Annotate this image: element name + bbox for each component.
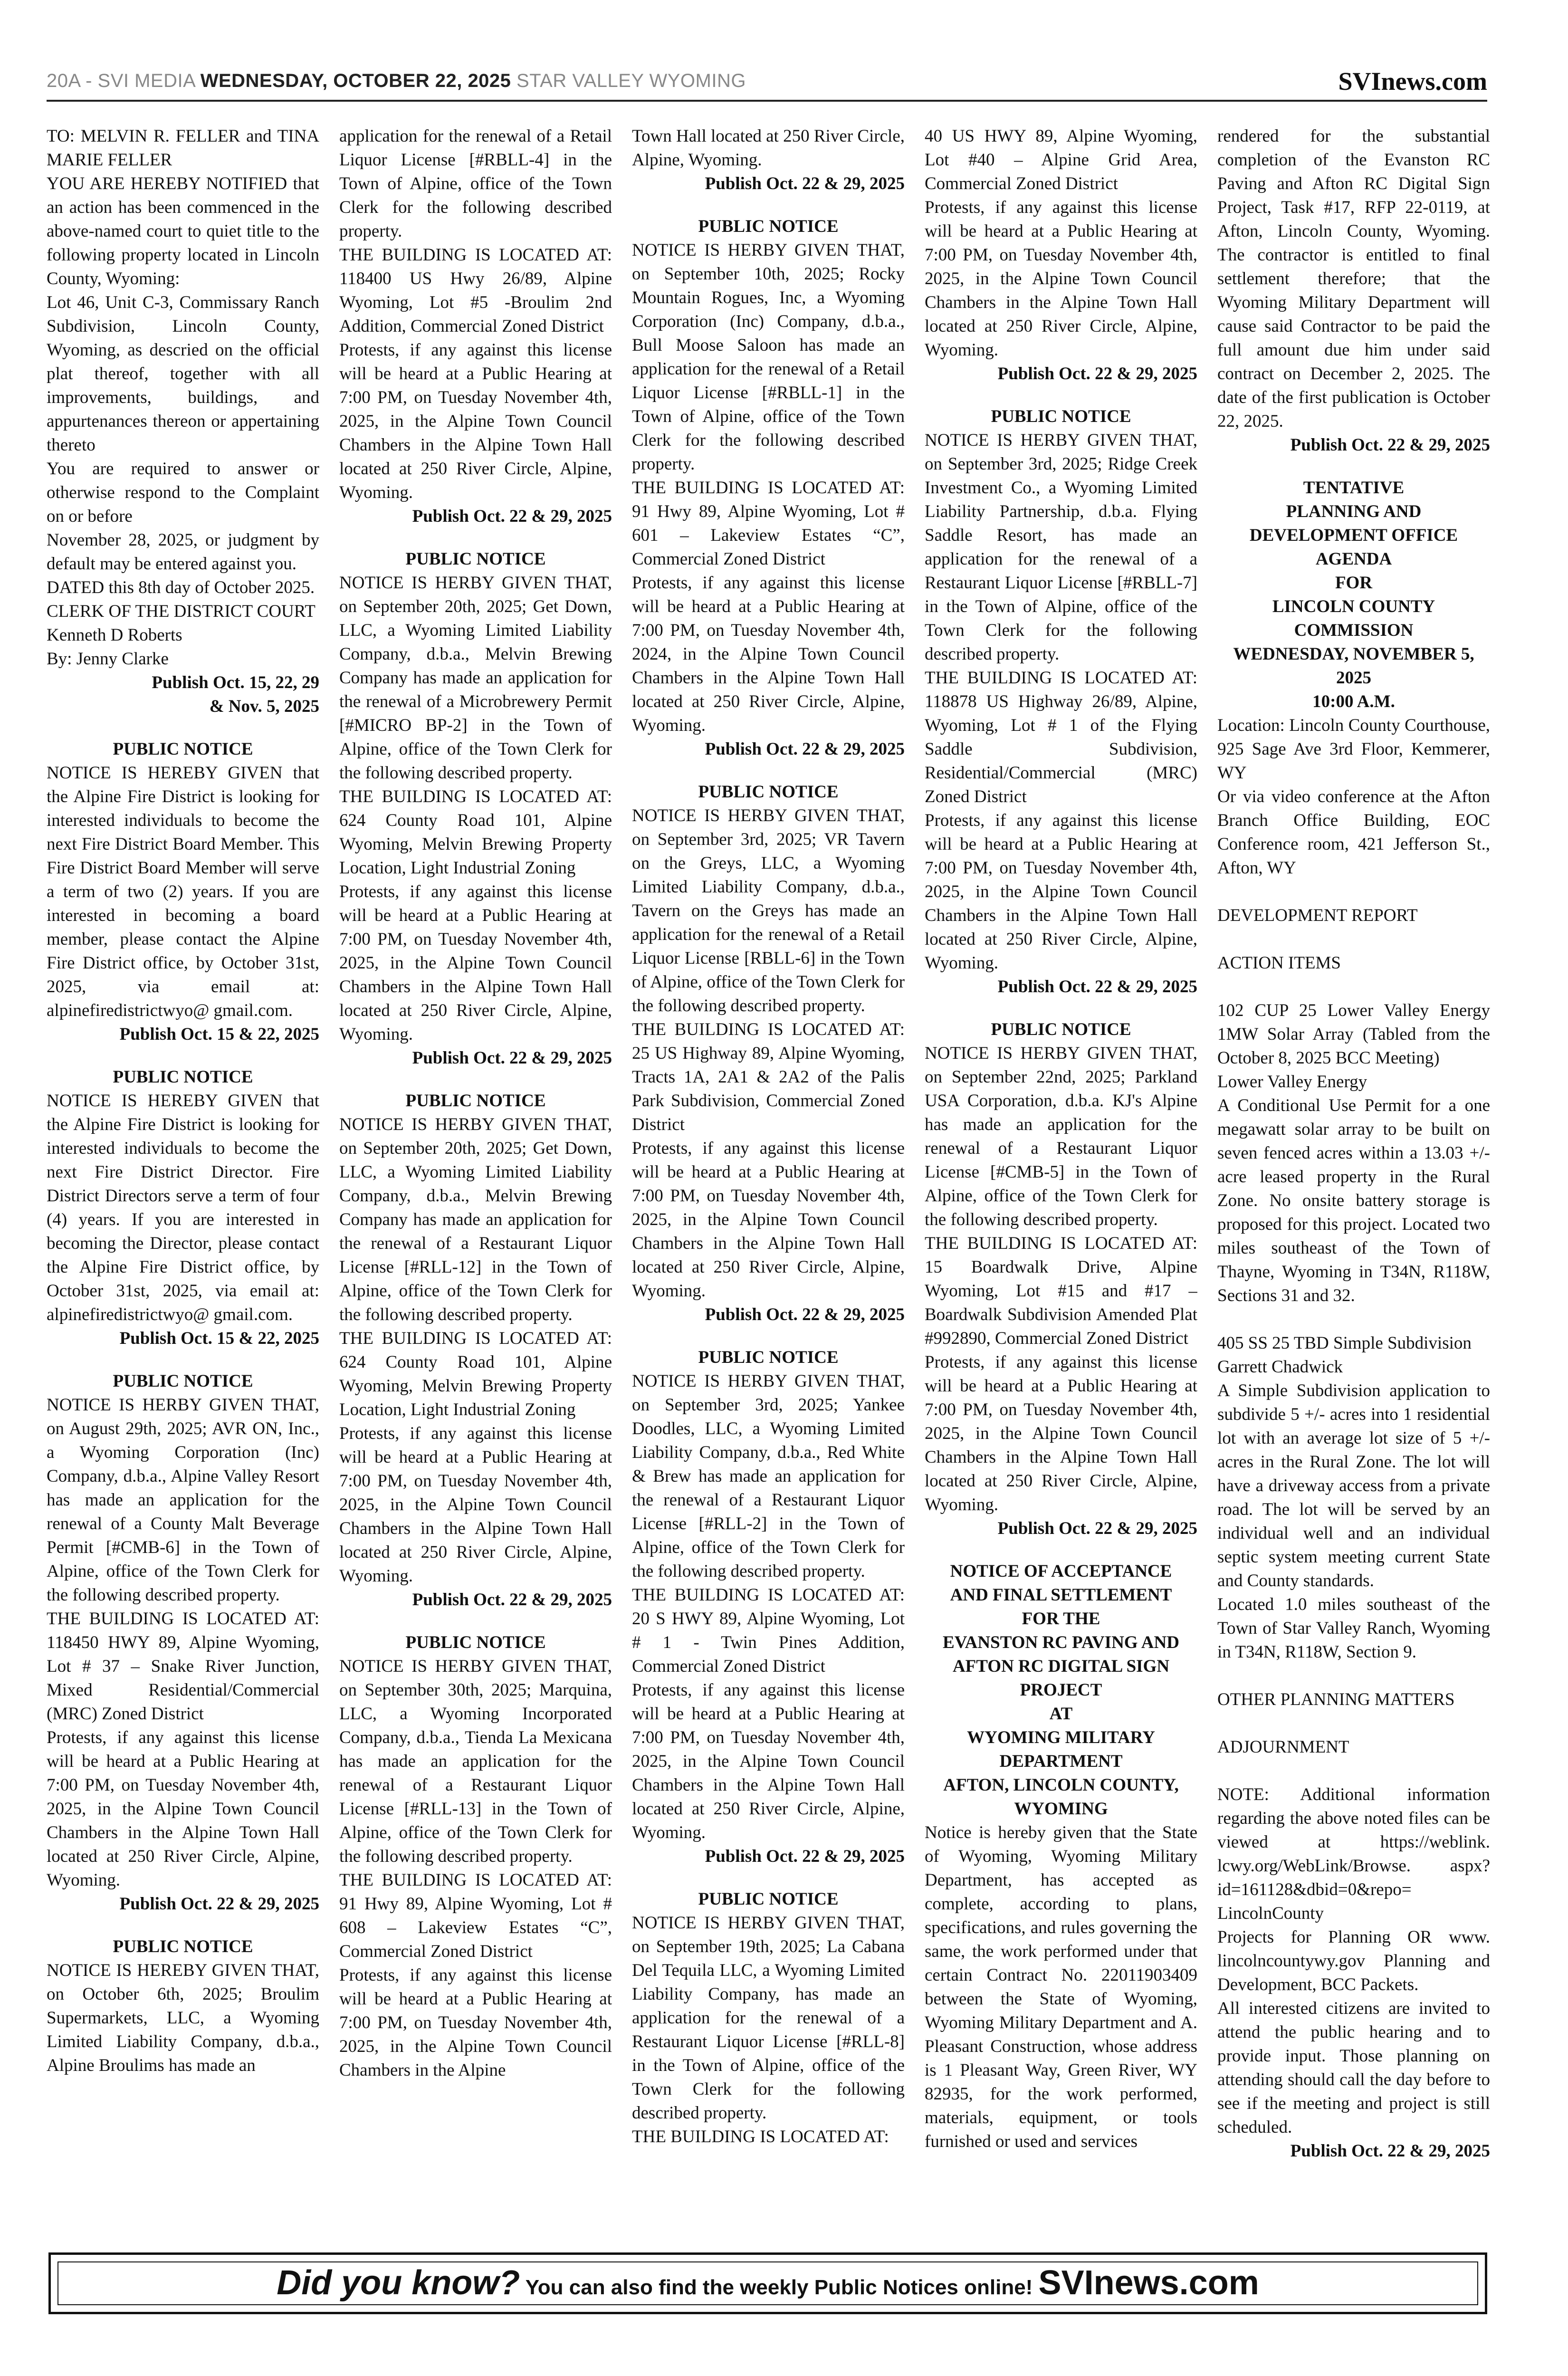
notice-body: NOTICE IS HERBY GIVEN THAT, on September 3rd, 2025; VR Tavern on the Greys, LLC, a Wyoming Limited Liability Company, d.b.a., Tavern on the Greys has made an application for the renewal of a Retail Liquor License [RBLL-6] in the Town of Alpine, office of the Town Clerk for the following described property. bbox=[632, 806, 905, 1016]
notice-heading: PUBLIC NOTICE bbox=[113, 1937, 253, 1956]
agenda-heading: PLANNING AND bbox=[1286, 502, 1422, 521]
notice-addressee: TO: MELVIN R. FELLER and TINA MARIE FELLER bbox=[47, 126, 319, 170]
public-notice bbox=[47, 738, 319, 1046]
agenda-location: Location: Lincoln County Courthouse, 925 Sage Ave 3rd Floor, Kemmerer, WY bbox=[1217, 716, 1490, 783]
notice-paragraph: DATED this 8th day of October 2025. bbox=[47, 578, 315, 597]
publish-line: Publish Oct. 22 & 29, 2025 bbox=[412, 507, 612, 526]
spacer bbox=[1217, 1759, 1490, 1783]
notice-protest: Protests, if any against this license will be heard at a Public Hearing at 7:00 PM, on Tuesday November 4th, 2025, in the Alpine Town Council Chambers in the Alpine Town Hall located at 250 River Circle, Alpine, Wyoming. bbox=[339, 1424, 612, 1586]
notice-body: 40 US HWY 89, Alpine Wyoming, Lot #40 – Alpine Grid Area, Commercial Zoned District bbox=[925, 126, 1197, 193]
publish-line: Publish Oct. 15 & 22, 2025 bbox=[119, 1329, 319, 1348]
notice-paragraph: YOU ARE HEREBY NOTIFIED that an action has been commenced in the above-named court to quiet title to the following property located in Lincoln County, Wyoming: bbox=[47, 174, 319, 288]
notice-body: Notice is hereby given that the State of Wyoming, Wyoming Military Department, has accepted as complete, according to plans, specifications, and rules governing the same, the work performed under that certain Contract No. 22011903409 between the State of Wyoming, Wyoming Military Department and A. Pleasant Construction, whose address is 1 Pleasant Way, Green River, WY 82935, for the work performed, materials, equipment, or tools furnished or used and services bbox=[925, 1823, 1197, 2151]
notice-body: NOTICE IS HERBY GIVEN THAT, on September 30th, 2025; Marquina, LLC, a Wyoming Incorporated Company, d.b.a., Tienda La Mexicana has made an application for the renewal of a Restaurant Liquor License [#RLL-13] in the Town of Alpine, office of the Town Clerk for the following described property. bbox=[339, 1657, 612, 1866]
public-notice bbox=[339, 1089, 612, 1612]
notice-heading: PUBLIC NOTICE bbox=[113, 1067, 253, 1087]
notice-location: THE BUILDING IS LOCATED AT: 25 US Highway 89, Alpine Wyoming, Tracts 1A, 2A1 & 2A2 of the Palis Park Subdivision, Commercial Zoned District bbox=[632, 1020, 905, 1134]
issue-date: WEDNESDAY, OCTOBER 22, 2025 bbox=[200, 70, 511, 91]
settlement-notice bbox=[925, 1560, 1197, 2154]
agenda-item-description: A Conditional Use Permit for a one megawatt solar array to be built on seven fenced acres within a 13.03 +/- acre leased property in the Rural Zone. No onsite battery storage is proposed for this project. Located two miles southeast of the Town of Thayne, Wyoming in T34N, R118W, Sections 31 and 32. bbox=[1217, 1096, 1490, 1305]
notice-location: THE BUILDING IS LOCATED AT: 118878 US Highway 26/89, Alpine, Wyoming, Lot # 1 of the Flying Saddle Subdivision, Residential/Commercial (MRC) Zoned District bbox=[925, 668, 1197, 806]
agenda-section: ADJOURNMENT bbox=[1217, 1737, 1349, 1757]
notice-body: NOTICE IS HERBY GIVEN THAT, on September 22nd, 2025; Parkland USA Corporation, d.b.a. KJ's Alpine has made an application for the renewal of a Restaurant Liquor License [#CMB-5] in the Town of Alpine, office of the Town Clerk for the following described property. bbox=[925, 1044, 1197, 1229]
notice-heading: PUBLIC NOTICE bbox=[698, 1348, 839, 1367]
spacer bbox=[1217, 975, 1490, 999]
publish-line: Publish Oct. 22 & 29, 2025 bbox=[705, 1847, 905, 1866]
notice-body: NOTICE IS HEREBY GIVEN that the Alpine Fire District is looking for interested individuals to become the next Fire District Director. Fire District Directors serve a term of four (4) years. If you are interested in becoming the Director, please contact the Alpine Fire District office, by October 31st, 2025, via email at: alpinefiredistrictwyo@ gmail.com. bbox=[47, 1091, 319, 1324]
publish-line: Publish Oct. 22 & 29, 2025 bbox=[997, 1519, 1197, 1538]
agenda-video: Or via video conference at the Afton Branch Office Building, EOC Conference room, 421 Jefferson St., Afton, WY bbox=[1217, 787, 1490, 878]
notice-location: THE BUILDING IS LOCATED AT: 20 S HWY 89, Alpine Wyoming, Lot # 1 - Twin Pines Addition, Commercial Zoned District bbox=[632, 1585, 905, 1676]
notice-heading: PUBLIC NOTICE bbox=[991, 407, 1131, 426]
notice-protest: Protests, if any against this license will be heard at a Public Hearing at 7:00 PM, on Tuesday November 4th, 2025, in the Alpine Town Council Chambers in the Alpine Town Hall located at 250 River Circle, Alpine, Wyoming. bbox=[925, 811, 1197, 973]
publish-line: Publish Oct. 15, 22, 29 bbox=[152, 673, 319, 692]
footer-line bbox=[58, 2263, 1477, 2302]
spacer bbox=[1217, 928, 1490, 951]
agenda-heading: LINCOLN COUNTY bbox=[1272, 597, 1435, 616]
agenda-section: DEVELOPMENT REPORT bbox=[1217, 906, 1418, 925]
notice-protest: Protests, if any against this license will be heard at a Public Hearing at 7:00 PM, on Tuesday November 4th, 2025, in the Alpine Town Council Chambers in the Alpine bbox=[339, 1965, 612, 2080]
spacer bbox=[1217, 1308, 1490, 1332]
page-prefix: 20A - SVI MEDIA bbox=[47, 70, 201, 91]
publish-line: Publish Oct. 22 & 29, 2025 bbox=[412, 1048, 612, 1068]
notice-protest: Protests, if any against this license will be heard at a Public Hearing at 7:00 PM, on Tuesday November 4th, 2025, in the Alpine Town Council Chambers in the Alpine Town Hall located at 250 River Circle, Alpine, Wyoming. bbox=[925, 198, 1197, 360]
column-3 bbox=[632, 125, 905, 2225]
agenda-item-applicant: Garrett Chadwick bbox=[1217, 1357, 1343, 1377]
public-notice bbox=[47, 1935, 319, 2078]
notice-protest: Protests, if any against this license will be heard at a Public Hearing at 7:00 PM, on Tuesday November 4th, 2025, in the Alpine Town Council Chambers in the Alpine Town Hall located at 250 River Circle, Alpine, Wyoming. bbox=[925, 1352, 1197, 1514]
footer-url[interactable]: SVInews.com bbox=[1038, 2264, 1259, 2302]
public-notice bbox=[925, 125, 1197, 386]
footer-text: You can also find the weekly Public Notices online! bbox=[520, 2276, 1039, 2299]
notice-heading: AT bbox=[1049, 1704, 1073, 1724]
publish-line: Publish Oct. 22 & 29, 2025 bbox=[1290, 2141, 1490, 2161]
notice-location: THE BUILDING IS LOCATED AT: 91 Hwy 89, Alpine Wyoming, Lot # 601 – Lakeview Estates “C”, Commercial Zoned District bbox=[632, 478, 905, 569]
notice-body: rendered for the substantial completion of the Evanston RC Paving and Afton RC Digital Sign Project, Task #17, RFP 22-0119, at Afton, Lincoln County, Wyoming. The contractor is entitled to final settlement therefore; that the Wyoming Military Department will cause said Contractor to be paid the full amount due him under said contract on December 2, 2025. The date of the first publication is October 22, 2025. bbox=[1217, 126, 1490, 431]
notice-heading: AFTON RC DIGITAL SIGN bbox=[952, 1657, 1170, 1676]
publish-line: Publish Oct. 22 & 29, 2025 bbox=[705, 1305, 905, 1324]
spacer bbox=[1217, 1664, 1490, 1688]
notice-heading: PUBLIC NOTICE bbox=[113, 739, 253, 759]
notice-protest: Protests, if any against this license will be heard at a Public Hearing at 7:00 PM, on Tuesday November 4th, 2025, in the Alpine Town Council Chambers in the Alpine Town Hall located at 250 River Circle, Alpine, Wyoming. bbox=[47, 1728, 319, 1890]
notice-body: Town Hall located at 250 River Circle, Alpine, Wyoming. bbox=[632, 126, 905, 170]
notice-body: NOTICE IS HERBY GIVEN THAT, on August 29th, 2025; AVR ON, Inc., a Wyoming Corporation (Inc) Company, d.b.a., Alpine Valley Resort has made an application for the renewal of a County Malt Beverage Permit [#CMB-6] in the Town of Alpine, office of the Town Clerk for the following described property. bbox=[47, 1395, 319, 1605]
notice-heading: PUBLIC NOTICE bbox=[405, 549, 546, 569]
agenda-section: ACTION ITEMS bbox=[1217, 953, 1341, 973]
public-notice bbox=[339, 125, 612, 528]
notice-columns bbox=[47, 125, 1491, 2225]
publish-line: Publish Oct. 22 & 29, 2025 bbox=[119, 1894, 319, 1914]
column-2 bbox=[339, 125, 612, 2225]
header-location: STAR VALLEY WYOMING bbox=[511, 70, 746, 91]
notice-heading: WYOMING bbox=[1014, 1799, 1108, 1819]
agenda-heading: AGENDA bbox=[1315, 549, 1392, 569]
notice-body: NOTICE IS HERBY GIVEN THAT, on September 20th, 2025; Get Down, LLC, a Wyoming Limited Liability Company, d.b.a., Melvin Brewing Company has made an application for the renewal of a Restaurant Liquor License [#RLL-12] in the Town of Alpine, office of the Town Clerk for the following described property. bbox=[339, 1115, 612, 1324]
public-notice bbox=[632, 1887, 905, 2149]
publish-line: Publish Oct. 22 & 29, 2025 bbox=[997, 364, 1197, 383]
agenda-heading: COMMISSION bbox=[1294, 621, 1414, 640]
notice-protest: Protests, if any against this license will be heard at a Public Hearing at 7:00 PM, on Tuesday November 4th, 2025, in the Alpine Town Council Chambers in the Alpine Town Hall located at 250 River Circle, Alpine, Wyoming. bbox=[339, 340, 612, 502]
public-notice bbox=[339, 1631, 612, 2082]
public-notice bbox=[47, 1065, 319, 1351]
notice-body: NOTICE IS HEREBY GIVEN THAT, on October 6th, 2025; Broulim Supermarkets, LLC, a Wyoming Limited Liability Company, d.b.a., Alpine Broulims has made an bbox=[47, 1961, 319, 2075]
notice-heading: AND FINAL SETTLEMENT bbox=[950, 1585, 1172, 1605]
public-notice bbox=[47, 1370, 319, 1916]
agenda-item-applicant: Lower Valley Energy bbox=[1217, 1072, 1367, 1092]
page-header bbox=[47, 67, 1487, 102]
notice-body: NOTICE IS HEREBY GIVEN that the Alpine Fire District is looking for interested individuals to become the next Fire District Board Member. This Fire District Board Member will serve a term of two (2) years. If you are interested in becoming a board member, please contact the Alpine Fire District office, by October 31st, 2025, via email at: alpinefiredistrictwyo@ gmail.com. bbox=[47, 763, 319, 1020]
notice-heading: DEPARTMENT bbox=[999, 1752, 1123, 1771]
notice-protest: Protests, if any against this license will be heard at a Public Hearing at 7:00 PM, on Tuesday November 4th, 2025, in the Alpine Town Council Chambers in the Alpine Town Hall located at 250 River Circle, Alpine, Wyoming. bbox=[632, 1139, 905, 1301]
agenda-item-title: 405 SS 25 TBD Simple Subdivision bbox=[1217, 1333, 1472, 1353]
notice-heading: PUBLIC NOTICE bbox=[113, 1371, 253, 1391]
notice-heading: WYOMING MILITARY bbox=[967, 1728, 1155, 1747]
agenda-section: OTHER PLANNING MATTERS bbox=[1217, 1690, 1455, 1709]
publish-line: Publish Oct. 22 & 29, 2025 bbox=[997, 977, 1197, 996]
notice-heading: FOR THE bbox=[1022, 1609, 1100, 1629]
did-you-know: Did you know? bbox=[277, 2264, 520, 2302]
notice-paragraph: November 28, 2025, or judgment by default may be entered against you. bbox=[47, 530, 319, 574]
notice-body: NOTICE IS HERBY GIVEN THAT, on September 3rd, 2025; Yankee Doodles, LLC, a Wyoming Limited Liability Company, d.b.a., Red White & Brew has made an application for the renewal of a Restaurant Liquor License [#RLL-2] in the Town of Alpine, office of the Town Clerk for the following described property. bbox=[632, 1371, 905, 1581]
column-4 bbox=[925, 125, 1197, 2225]
agenda-heading: TENTATIVE bbox=[1303, 478, 1405, 498]
footer-banner-inner bbox=[57, 2261, 1478, 2305]
notice-heading: AFTON, LINCOLN COUNTY, bbox=[943, 1775, 1179, 1795]
publish-line: Publish Oct. 15 & 22, 2025 bbox=[119, 1025, 319, 1044]
publish-line: Publish Oct. 22 & 29, 2025 bbox=[705, 739, 905, 759]
public-notice bbox=[339, 547, 612, 1070]
notice-heading: PUBLIC NOTICE bbox=[698, 217, 839, 236]
publish-line: Publish Oct. 22 & 29, 2025 bbox=[705, 174, 905, 193]
notice-heading: NOTICE OF ACCEPTANCE bbox=[950, 1562, 1172, 1581]
agenda-heading: 2025 bbox=[1336, 668, 1371, 688]
notice-heading: PUBLIC NOTICE bbox=[991, 1020, 1131, 1039]
public-notice bbox=[632, 125, 905, 196]
notice-location: THE BUILDING IS LOCATED AT: 624 County Road 101, Alpine Wyoming, Melvin Brewing Property Location, Light Industrial Zoning bbox=[339, 787, 612, 878]
notice-body: NOTICE IS HERBY GIVEN THAT, on September 19th, 2025; La Cabana Del Tequila LLC, a Wyoming Limited Liability Company, has made an application for the renewal of a Restaurant Liquor License [#RLL-8] in the Town of Alpine, office of the Town Clerk for the following described property. bbox=[632, 1913, 905, 2123]
settlement-notice-continued bbox=[1217, 125, 1490, 457]
notice-paragraph: You are required to answer or otherwise respond to the Complaint on or before bbox=[47, 459, 319, 526]
agenda-heading: 10:00 A.M. bbox=[1312, 692, 1395, 711]
publish-line: Publish Oct. 22 & 29, 2025 bbox=[1290, 435, 1490, 455]
notice-location: THE BUILDING IS LOCATED AT: 118450 HWY 89, Alpine Wyoming, Lot # 37 – Snake River Junction, Mixed Residential/Commercial (MRC) Zoned District bbox=[47, 1609, 319, 1724]
notice-heading: PUBLIC NOTICE bbox=[405, 1091, 546, 1111]
notice-location: THE BUILDING IS LOCATED AT: 118400 US Hwy 26/89, Alpine Wyoming, Lot #5 -Broulim 2nd Addition, Commercial Zoned District bbox=[339, 245, 612, 336]
notice-location: THE BUILDING IS LOCATED AT: 91 Hwy 89, Alpine Wyoming, Lot # 608 – Lakeview Estates “C”, Commercial Zoned District bbox=[339, 1870, 612, 1961]
notice-protest: Protests, if any against this license will be heard at a Public Hearing at 7:00 PM, on Tuesday November 4th, 2025, in the Alpine Town Council Chambers in the Alpine Town Hall located at 250 River Circle, Alpine, Wyoming. bbox=[632, 1680, 905, 1842]
notice-protest: Protests, if any against this license will be heard at a Public Hearing at 7:00 PM, on Tuesday November 4th, 2025, in the Alpine Town Council Chambers in the Alpine Town Hall located at 250 River Circle, Alpine, Wyoming. bbox=[339, 882, 612, 1044]
public-notice bbox=[925, 405, 1197, 999]
header-left bbox=[47, 70, 746, 92]
notice-body: NOTICE IS HERBY GIVEN THAT, on September 10th, 2025; Rocky Mountain Rogues, Inc, a Wyoming Corporation (Inc) Company, d.b.a., Bull Moose Saloon has made an application for the renewal of a Retail Liquor License [#RBLL-1] in the Town of Alpine, office of the Town Clerk for the following described property. bbox=[632, 240, 905, 474]
spacer bbox=[1217, 880, 1490, 904]
agenda-heading: FOR bbox=[1335, 573, 1373, 593]
notice-location: THE BUILDING IS LOCATED AT: 624 County Road 101, Alpine Wyoming, Melvin Brewing Property Location, Light Industrial Zoning bbox=[339, 1329, 612, 1419]
notice-body: application for the renewal of a Retail Liquor License [#RBLL-4] in the Town of Alpine, office of the Town Clerk for the following described property. bbox=[339, 126, 612, 241]
agenda-note: NOTE: Additional information regarding the above noted files can be viewed at https://weblink. lcwy.org/WebLink/Browse. aspx?id=161128&dbid=0&repo= LincolnCounty bbox=[1217, 1785, 1490, 1923]
notice-body: NOTICE IS HERBY GIVEN THAT, on September 3rd, 2025; Ridge Creek Investment Co., a Wyoming Limited Liability Partnership, d.b.a. Flying Saddle Resort, has made an application for the renewal of a Restaurant Liquor License [#RBLL-7] in the Town of Alpine, office of the Town Clerk for the following described property. bbox=[925, 431, 1197, 664]
public-notice bbox=[925, 1018, 1197, 1541]
agenda-item-title: 102 CUP 25 Lower Valley Energy 1MW Solar Array (Tabled from the October 8, 2025 BCC Meeting) bbox=[1217, 1001, 1490, 1068]
spacer bbox=[1217, 1712, 1490, 1735]
notice-location: THE BUILDING IS LOCATED AT: 15 Boardwalk Drive, Alpine Wyoming, Lot #15 and #17 – Boardwalk Subdivision Amended Plat #992890, Commercial Zoned District bbox=[925, 1234, 1197, 1348]
site-name[interactable]: SVInews.com bbox=[1338, 67, 1487, 96]
notice-body: NOTICE IS HERBY GIVEN THAT, on September 20th, 2025; Get Down, LLC, a Wyoming Limited Liability Company, d.b.a., Melvin Brewing Company has made an application for the renewal of a Microbrewery Permit [#MICRO BP-2] in the Town of Alpine, office of the Town Clerk for the following described property. bbox=[339, 573, 612, 783]
notice-paragraph: By: Jenny Clarke bbox=[47, 649, 169, 669]
notice-heading: PUBLIC NOTICE bbox=[405, 1633, 546, 1652]
column-5 bbox=[1217, 125, 1490, 2225]
agenda-heading: WEDNESDAY, NOVEMBER 5, bbox=[1233, 644, 1474, 664]
notice-paragraph: Kenneth D Roberts bbox=[47, 625, 182, 645]
notice-heading: EVANSTON RC PAVING AND bbox=[943, 1633, 1179, 1652]
agenda-citizens: All interested citizens are invited to attend the public hearing and to provide input. Those planning on attending should call the day before to see if the meeting and project is still scheduled. bbox=[1217, 1999, 1490, 2137]
agenda-projects: Projects for Planning OR www. lincolncountywy.gov Planning and Development, BCC Packets. bbox=[1217, 1927, 1490, 1994]
planning-agenda bbox=[1217, 476, 1490, 2163]
publish-line: & Nov. 5, 2025 bbox=[209, 697, 319, 716]
public-notice bbox=[632, 215, 905, 761]
notice-heading: PUBLIC NOTICE bbox=[698, 1889, 839, 1909]
notice-paragraph: CLERK OF THE DISTRICT COURT bbox=[47, 602, 316, 621]
notice-protest: Protests, if any against this license will be heard at a Public Hearing at 7:00 PM, on Tuesday November 4th, 2024, in the Alpine Town Council Chambers in the Alpine Town Hall located at 250 River Circle, Alpine, Wyoming. bbox=[632, 573, 905, 735]
column-1 bbox=[47, 125, 319, 2225]
notice-location: THE BUILDING IS LOCATED AT: bbox=[632, 2127, 889, 2146]
public-notice bbox=[632, 780, 905, 1327]
agenda-item-location: Located 1.0 miles southeast of the Town of Star Valley Ranch, Wyoming in T34N, R118W, Section 9. bbox=[1217, 1595, 1490, 1662]
notice-heading: PUBLIC NOTICE bbox=[698, 782, 839, 802]
public-notice bbox=[632, 1346, 905, 1868]
notice-paragraph: Lot 46, Unit C-3, Commissary Ranch Subdivision, Lincoln County, Wyoming, as descried on the official plat thereof, together with all improvements, buildings, and appurtenances thereon or appertaining thereto bbox=[47, 293, 319, 455]
quiet-title-notice bbox=[47, 125, 319, 719]
footer-banner bbox=[48, 2252, 1487, 2314]
agenda-heading: DEVELOPMENT OFFICE bbox=[1249, 526, 1458, 545]
agenda-item-description: A Simple Subdivision application to subdivide 5 +/- acres into 1 residential lot with an average lot size of 5 +/- acres in the Rural Zone. The lot will have a driveway access from a private road. The lot will be served by an individual well and an individual septic system meeting current State and County standards. bbox=[1217, 1381, 1490, 1590]
notice-heading: PROJECT bbox=[1020, 1680, 1102, 1700]
publish-line: Publish Oct. 22 & 29, 2025 bbox=[412, 1590, 612, 1610]
